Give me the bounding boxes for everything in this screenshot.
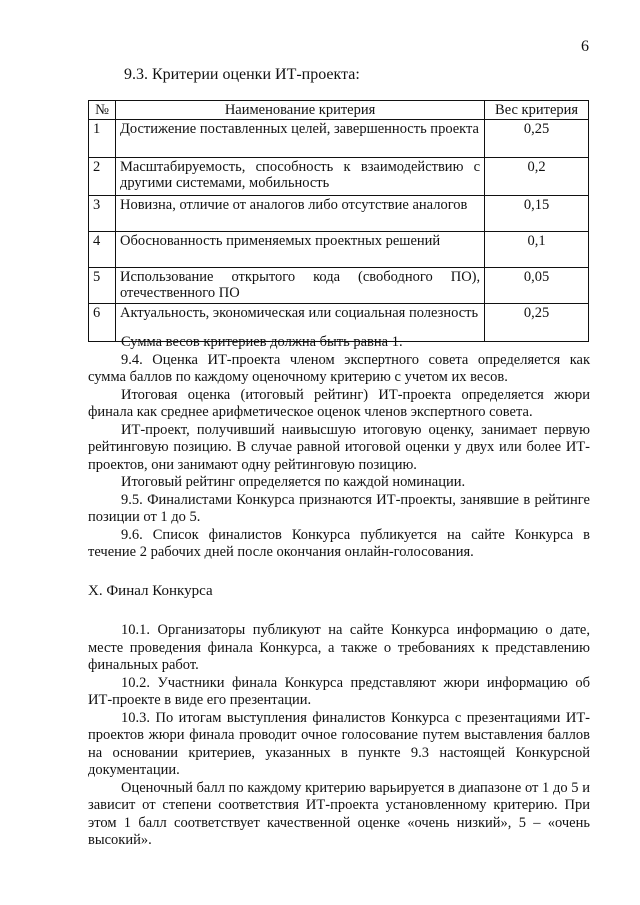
header-criterion: Наименование критерия <box>115 101 484 120</box>
page-number: 6 <box>581 38 589 55</box>
paragraph-weights-sum: Сумма весов критериев должна быть равна 1. <box>121 334 403 350</box>
table-row <box>89 158 589 196</box>
table-row <box>89 232 589 268</box>
row-number: 4 <box>89 232 116 268</box>
row-criterion: Достижение поставленных целей, завершенность проекта <box>115 120 484 158</box>
paragraph-9-4: 9.4. Оценка ИТ-проекта членом экспертного совета определяется как сумма баллов по каждому оценочному критерию с учетом их весов. <box>88 351 590 385</box>
row-criterion: Обоснованность применяемых проектных решений <box>115 232 484 268</box>
row-number: 6 <box>89 304 116 342</box>
row-weight: 0,25 <box>485 304 589 342</box>
row-criterion: Масштабируемость, способность к взаимодействию с другими системами, мобильность <box>115 158 484 196</box>
paragraph-9-5: 9.5. Финалистами Конкурса признаются ИТ-проекты, занявшие в рейтинге позиции от 1 до 5. <box>88 491 590 525</box>
row-number: 1 <box>89 120 116 158</box>
row-weight: 0,15 <box>485 196 589 232</box>
criteria-table <box>88 100 589 342</box>
row-weight: 0,25 <box>485 120 589 158</box>
header-weight: Вес критерия <box>485 101 589 120</box>
header-number: № <box>89 101 116 120</box>
body-text <box>88 334 590 850</box>
row-number: 5 <box>89 268 116 304</box>
paragraph-scoring-range: Оценочный балл по каждому критерию варьируется в диапазоне от 1 до 5 и зависит от степени соответствия ИТ-проекта установленному критерию. При этом 1 балл соответствует качественной оценке «очень низкий», 5 – «очень высокий». <box>88 779 590 848</box>
paragraph-rating-per-nomination: Итоговый рейтинг определяется по каждой номинации. <box>121 474 466 490</box>
row-number: 2 <box>89 158 116 196</box>
paragraph-10-1: 10.1. Организаторы публикуют на сайте Конкурса информацию о дате, месте проведения финала Конкурса, а также о требованиях к представлению финальных работ. <box>88 622 590 673</box>
row-weight: 0,2 <box>485 158 589 196</box>
paragraph-final-rating: Итоговая оценка (итоговый рейтинг) ИТ-проекта определяется жюри финала как среднее арифметическое оценок членов экспертного совета. <box>88 386 590 420</box>
row-criterion: Новизна, отличие от аналогов либо отсутствие аналогов <box>115 196 484 232</box>
paragraph-10-3: 10.3. По итогам выступления финалистов Конкурса с презентациями ИТ-проектов жюри финала проводит очное голосование путем выставления баллов на основании критериев, указанных в пункте 9.3 настоящей Конкурсной документации. <box>88 709 590 778</box>
section-heading: 9.3. Критерии оценки ИТ-проекта: <box>124 66 360 83</box>
row-criterion: Использование открытого кода (свободного ПО), отечественного ПО <box>115 268 484 304</box>
row-weight: 0,1 <box>485 232 589 268</box>
row-criterion: Актуальность, экономическая или социальная полезность <box>115 304 484 342</box>
row-weight: 0,05 <box>485 268 589 304</box>
table-row <box>89 120 589 158</box>
paragraph-top-project: ИТ-проект, получивший наивысшую итоговую оценку, занимает первую рейтинговую позицию. В случае равной итоговой оценки у двух или более ИТ-проектов, они занимают одну рейтинговую позицию. <box>88 421 590 473</box>
paragraph-9-6: 9.6. Список финалистов Конкурса публикуется на сайте Конкурса в течение 2 рабочих дней после окончания онлайн-голосования. <box>88 526 590 560</box>
table-header-row <box>89 101 589 120</box>
table-row <box>89 268 589 304</box>
chapter-heading: X. Финал Конкурса <box>88 582 213 599</box>
table-row <box>89 196 589 232</box>
row-number: 3 <box>89 196 116 232</box>
paragraph-10-2: 10.2. Участники финала Конкурса представляют жюри информацию об ИТ-проекте в виде его презентации. <box>88 674 590 708</box>
